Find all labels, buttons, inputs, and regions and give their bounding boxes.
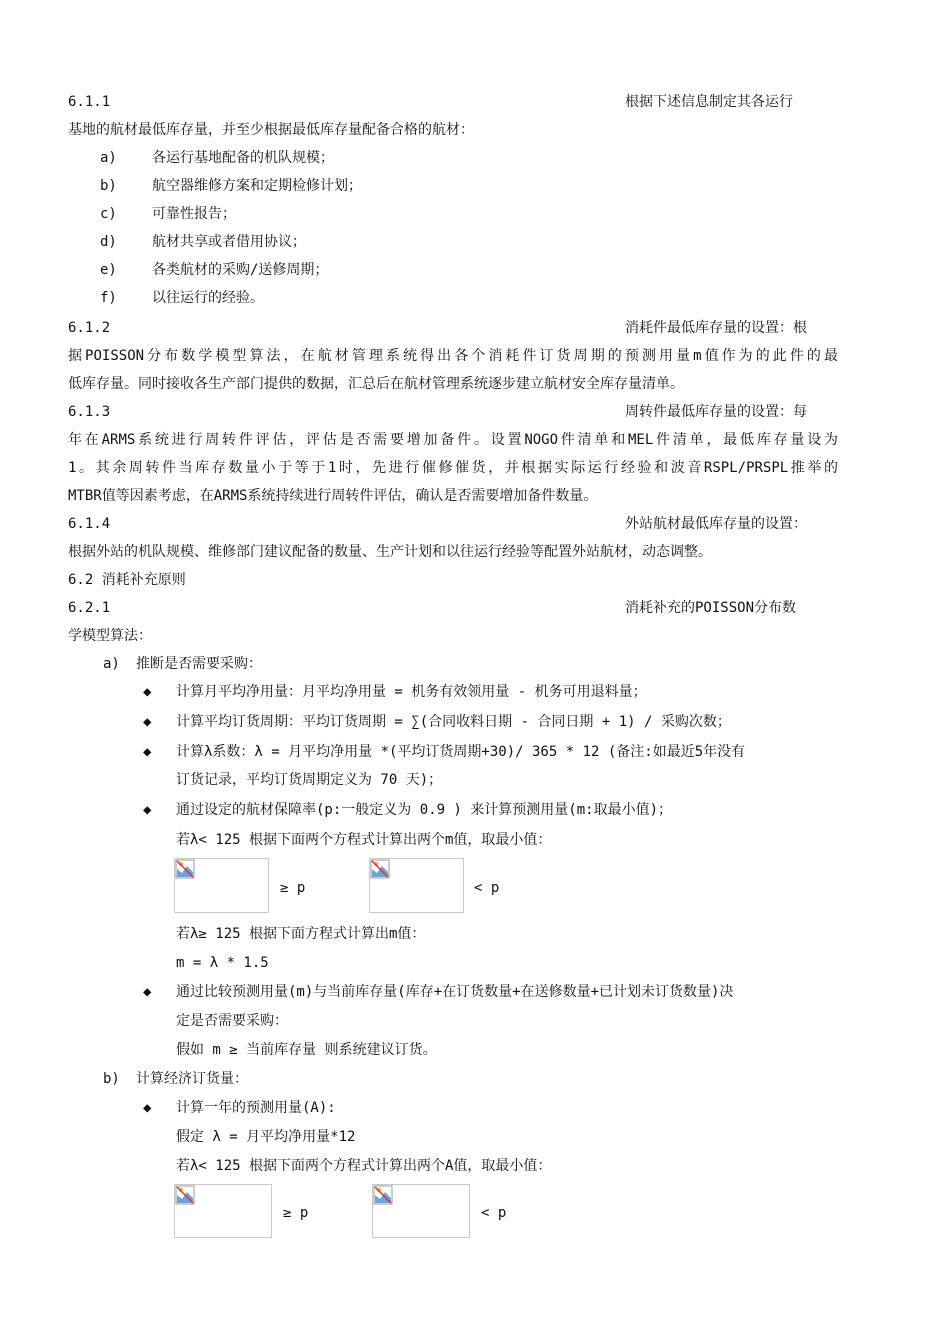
part-a-condition-2: 若λ≥ 125 根据下面方程式计算出m值： <box>176 926 426 942</box>
section-6-1-1-body: 基地的航材最低库存量，并至少根据最低库存量配备合格的航材： <box>68 122 474 138</box>
section-6-1-2-line-1: 据POISSON分布数学模型算法，在航材管理系统得出各个消耗件订货周期的预测用量m值作为的此件的最 <box>68 348 838 364</box>
list-item-marker: e) <box>100 262 117 278</box>
part-a-condition-1: 若λ< 125 根据下面两个方程式计算出两个m值，取最小值： <box>176 832 552 848</box>
part-a-title: 推断是否需要采购： <box>136 656 262 672</box>
part-a-bullet-1: 计算月平均净用量：月平均净用量 = 机务有效领用量 - 机务可用退料量； <box>176 684 647 700</box>
list-item: 各类航材的采购/送修周期； <box>152 262 329 278</box>
diamond-bullet-icon: ◆ <box>143 802 152 818</box>
part-a-bullet-5-line-2: 定是否需要采购： <box>176 1013 288 1029</box>
list-item: 各运行基地配备的机队规模； <box>152 150 334 166</box>
list-item: 以往运行的经验。 <box>152 290 264 306</box>
list-item-marker: c) <box>100 206 117 222</box>
diamond-bullet-icon: ◆ <box>143 744 152 760</box>
diamond-bullet-icon: ◆ <box>143 1100 152 1116</box>
section-number-6-2-1: 6.2.1 <box>68 600 111 616</box>
section-6-1-2-heading: 消耗件最低库存量的设置：根 <box>625 320 807 336</box>
section-number-6-1-3: 6.1.3 <box>68 404 111 420</box>
part-b-assumption: 假定 λ = 月平均净用量*12 <box>176 1129 356 1145</box>
part-a-bullet-3-line-2: 订货记录，平均订货周期定义为 70 天)； <box>176 772 443 788</box>
section-6-1-4-body: 根据外站的机队规模、维修部门建议配备的数量、生产计划和以往运行经验等配置外站航材，动态调整。 <box>68 544 712 560</box>
part-a-bullet-2: 计算平均订货周期：平均订货周期 = ∑(合同收料日期 - 合同日期 + 1) / 采购次数； <box>176 714 731 730</box>
broken-image-icon <box>373 1185 393 1205</box>
section-6-2-1-heading: 消耗补充的POISSON分布数 <box>625 600 797 616</box>
part-b-bullet-1: 计算一年的预测用量(A): <box>176 1100 336 1116</box>
section-6-1-3-line-1: 年在ARMS系统进行周转件评估，评估是否需要增加备件。设置NOGO件清单和MEL件清单，最低库存量设为 <box>68 432 838 448</box>
list-item-marker: b) <box>100 178 117 194</box>
section-6-1-3-heading: 周转件最低库存量的设置：每 <box>625 404 807 420</box>
part-a-bullet-5-line-1: 通过比较预测用量(m)与当前库存量(库存+在订货数量+在送修数量+已计划未订货数量)决 <box>176 984 734 1000</box>
broken-image-icon <box>175 1185 195 1205</box>
section-6-2-title: 6.2 消耗补充原则 <box>68 572 186 588</box>
equation-2-operator: < p <box>474 880 500 896</box>
broken-image-icon <box>370 859 390 879</box>
section-6-1-3-line-2: 1。其余周转件当库存数量小于等于1时，先进行催修催货，并根据实际运行经验和波音RSPL/PRSPL推举的 <box>68 460 838 476</box>
equation-image-4 <box>372 1184 470 1238</box>
part-b-marker: b) <box>103 1071 120 1087</box>
diamond-bullet-icon: ◆ <box>143 714 152 730</box>
section-6-2-1-body: 学模型算法： <box>68 628 152 644</box>
list-item: 可靠性报告； <box>152 206 236 222</box>
part-b-title: 计算经济订货量： <box>136 1071 248 1087</box>
list-item: 航空器维修方案和定期检修计划； <box>152 178 362 194</box>
equation-4-operator: < p <box>481 1205 507 1221</box>
equation-1-operator: ≥ p <box>280 880 306 896</box>
part-a-bullet-3-line-1: 计算λ系数：λ = 月平均净用量 *(平均订货周期+30)/ 365 * 12 (备注:如最近5年没有 <box>176 744 746 760</box>
equation-image-1 <box>174 858 269 913</box>
section-6-1-3-line-3: MTBR值等因素考虑，在ARMS系统持续进行周转件评估，确认是否需要增加备件数量。 <box>68 488 598 504</box>
list-item: 航材共享或者借用协议； <box>152 234 306 250</box>
part-a-formula: m = λ * 1.5 <box>176 955 269 971</box>
equation-image-2 <box>369 858 464 913</box>
section-number-6-1-4: 6.1.4 <box>68 516 111 532</box>
list-item-marker: d) <box>100 234 117 250</box>
part-a-bullet-5-line-3: 假如 m ≥ 当前库存量 则系统建议订货。 <box>176 1042 437 1058</box>
list-item-marker: a) <box>100 150 117 166</box>
section-number-6-1-1: 6.1.1 <box>68 94 111 110</box>
section-6-1-1-heading: 根据下述信息制定其各运行 <box>625 94 793 110</box>
section-number-6-1-2: 6.1.2 <box>68 320 111 336</box>
equation-3-operator: ≥ p <box>283 1205 309 1221</box>
part-b-condition: 若λ< 125 根据下面两个方程式计算出两个A值，取最小值： <box>176 1158 552 1174</box>
list-item-marker: f) <box>100 290 117 306</box>
equation-image-3 <box>174 1184 272 1238</box>
broken-image-icon <box>175 859 195 879</box>
diamond-bullet-icon: ◆ <box>143 684 152 700</box>
part-a-marker: a) <box>103 656 120 672</box>
diamond-bullet-icon: ◆ <box>143 984 152 1000</box>
section-6-1-4-heading: 外站航材最低库存量的设置： <box>625 516 807 532</box>
section-6-1-2-line-2: 低库存量。同时接收各生产部门提供的数据，汇总后在航材管理系统逐步建立航材安全库存量清单。 <box>68 376 684 392</box>
part-a-bullet-4: 通过设定的航材保障率(p:一般定义为 0.9 ) 来计算预测用量(m:取最小值)； <box>176 802 673 818</box>
